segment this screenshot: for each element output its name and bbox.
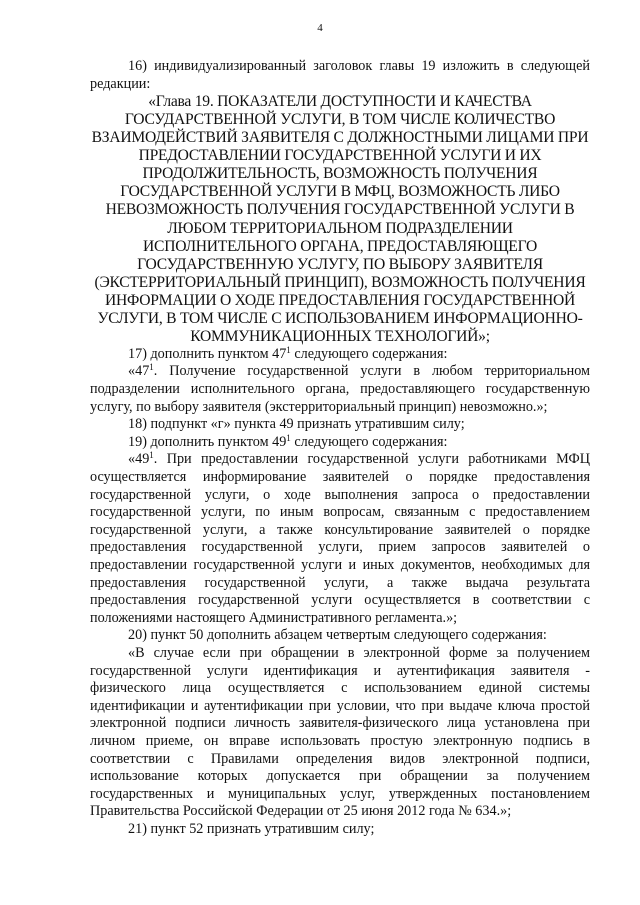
heading-line: УСЛУГИ, В ТОМ ЧИСЛЕ С ИСПОЛЬЗОВАНИЕМ ИНФОРМАЦИОННО- bbox=[97, 309, 583, 327]
heading-line: ПРЕДОСТАВЛЕНИИ ГОСУДАРСТВЕННОЙ УСЛУГИ И ИХ bbox=[138, 147, 542, 165]
heading-line: ЛЮБОМ ТЕРРИТОРИАЛЬНОМ ПОДРАЗДЕЛЕНИИ bbox=[167, 219, 513, 237]
item-19-text-end: следующего содержания: bbox=[290, 433, 448, 450]
page-number: 4 bbox=[317, 22, 323, 34]
heading-line: КОММУНИКАЦИОННЫХ ТЕХНОЛОГИЙ»; bbox=[190, 327, 490, 345]
item-17-superscript: 1 bbox=[286, 344, 291, 355]
item-19-superscript: 1 bbox=[286, 432, 291, 443]
item-19 bbox=[90, 434, 590, 452]
item-17-text: 17) дополнить пунктом 47 bbox=[128, 345, 287, 362]
chapter-19-heading bbox=[90, 93, 590, 346]
paragraph-49-1 bbox=[90, 451, 590, 627]
heading-line: (ЭКСТЕРРИТОРИАЛЬНЫЙ ПРИНЦИП), ВОЗМОЖНОСТЬ ПОЛУЧЕНИЯ bbox=[94, 273, 586, 291]
paragraph-49-1-text: . При предоставлении государственной услуги работниками МФЦ осуществляется информирование заявителей о порядке предоставления государственной услуги, о ходе выполнения запроса о предоставлении государственной услуги, по иным вопросам, связанным с предоставлением государственной услуги, а также консультирование заявителей о порядке предоставления государственной услуги, прием запросов заявителей о предоставлении государственной услуги и иных документов, необходимых для предоставления государственной услуги, а также выдача результата предоставления государственной услуги осуществляется в соответствии с положениями настоящего Административного регламента.»; bbox=[90, 451, 590, 626]
heading-line: ИНФОРМАЦИИ О ХОДЕ ПРЕДОСТАВЛЕНИЯ ГОСУДАРСТВЕННОЙ bbox=[104, 291, 576, 309]
heading-line: ИСПОЛНИТЕЛЬНОГО ОРГАНА, ПРЕДОСТАВЛЯЮЩЕГО bbox=[143, 237, 537, 255]
heading-line: ГОСУДАРСТВЕННУЮ УСЛУГУ, ПО ВЫБОРУ ЗАЯВИТЕЛЯ bbox=[137, 255, 543, 273]
heading-line: ГОСУДАРСТВЕННОЙ УСЛУГИ, В ТОМ ЧИСЛЕ КОЛИЧЕСТВО bbox=[124, 111, 556, 129]
paragraph-47-1-superscript: 1 bbox=[149, 362, 154, 373]
item-17-text-end: следующего содержания: bbox=[290, 345, 448, 362]
item-21: 21) пункт 52 признать утратившим силу; bbox=[128, 820, 375, 837]
document-body bbox=[90, 58, 590, 838]
item-19-text: 19) дополнить пунктом 49 bbox=[128, 433, 287, 450]
item-20: 20) пункт 50 дополнить абзацем четвертым следующего содержания: bbox=[128, 627, 547, 644]
heading-line: ВЗАИМОДЕЙСТВИЙ ЗАЯВИТЕЛЯ С ДОЛЖНОСТНЫМИ ЛИЦАМИ ПРИ bbox=[91, 129, 589, 147]
paragraph-49-1-superscript: 1 bbox=[149, 450, 154, 461]
heading-line: НЕВОЗМОЖНОСТЬ ПОЛУЧЕНИЯ ГОСУДАРСТВЕННОЙ УСЛУГИ В bbox=[105, 201, 575, 219]
paragraph-50-addition: «В случае если при обращении в электронной форме за получением государственной услуги идентификация и аутентификация заявителя - физического лица осуществляется с использованием единой системы идентификации и аутентификации при условии, что при выдаче ключа простой электронной подписи личность заявителя-физического лица установлена при личном приеме, он вправе использовать простую электронную подпись в соответствии с Правилами определения видов электронной подписи, использование которых допускается при обращении за получением государственных и муниципальных услуг, утвержденных постановлением Правительства Российской Федерации от 25 июня 2012 года № 634.»; bbox=[90, 644, 590, 820]
paragraph-47-1-text: . Получение государственной услуги в любом территориальном подразделении исполнительного органа, предоставляющего государственную услугу, по выбору заявителя (экстерриториальный принцип) невозможно.»; bbox=[90, 363, 590, 415]
heading-line: «Глава 19. ПОКАЗАТЕЛИ ДОСТУПНОСТИ И КАЧЕСТВА bbox=[148, 93, 532, 111]
item-17 bbox=[90, 346, 590, 364]
paragraph-47-1-number: «47 bbox=[128, 363, 150, 380]
item-18: 18) подпункт «г» пункта 49 признать утратившим силу; bbox=[128, 416, 465, 433]
paragraph-47-1 bbox=[90, 363, 590, 416]
paragraph-49-1-number: «49 bbox=[128, 451, 150, 468]
heading-line: ГОСУДАРСТВЕННОЙ УСЛУГИ В МФЦ, ВОЗМОЖНОСТЬ ЛИБО bbox=[120, 183, 560, 201]
heading-line: ПРОДОЛЖИТЕЛЬНОСТЬ, ВОЗМОЖНОСТЬ ПОЛУЧЕНИЯ bbox=[142, 165, 538, 183]
item-16: 16) индивидуализированный заголовок главы 19 изложить в следующей редакции: bbox=[90, 58, 590, 92]
